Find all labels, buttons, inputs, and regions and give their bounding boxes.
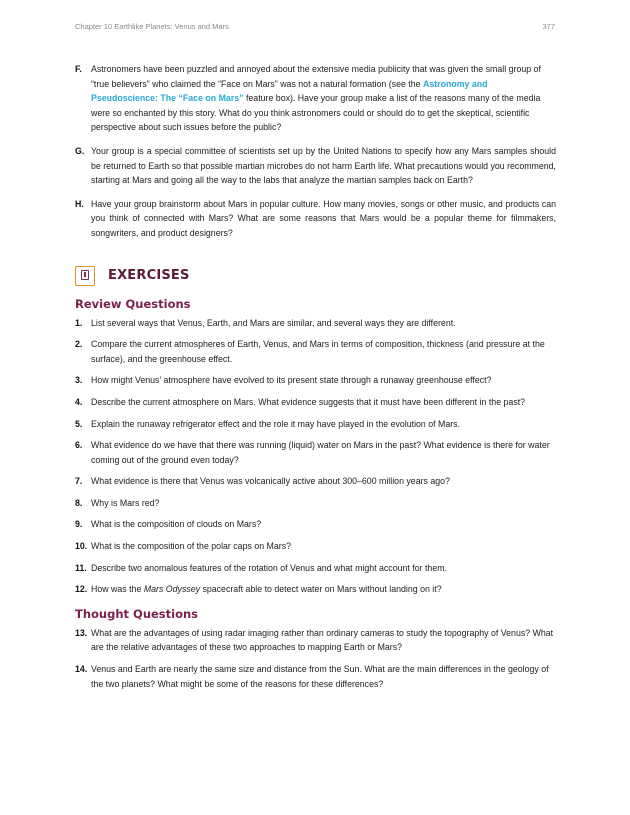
chapter-title: Chapter 10 Earthlike Planets: Venus and Mars <box>75 22 229 31</box>
question-item <box>75 561 556 576</box>
question-number: 13. <box>75 627 88 638</box>
question-number: 6. <box>75 440 83 451</box>
activity-text <box>91 62 556 135</box>
question-text: Describe the current atmosphere on Mars. What evidence suggests that it must have been different in the past? <box>91 396 526 407</box>
activity-item <box>75 144 556 188</box>
question-item <box>75 417 556 432</box>
question-number: 14. <box>75 664 88 675</box>
question-text: Compare the current atmospheres of Earth, Venus, and Mars in terms of composition, thickness (and pressure at the surface), and the greenhouse effect. <box>91 339 545 364</box>
activity-item <box>75 62 556 135</box>
activity-item <box>75 197 556 241</box>
activity-text-part: feature box). Have your group make a list of the reasons many of the media were so enchanted by this story. What do you think astronomers could or should do to get the skeptical, scientific perspective about such issues before the public? <box>91 93 541 133</box>
feature-box-link[interactable]: Astronomy and Pseudoscience: The “Face on Mars” <box>91 78 488 104</box>
question-text: What is the composition of clouds on Mars? <box>91 519 262 530</box>
question-number: 2. <box>75 339 83 350</box>
question-item <box>75 373 556 388</box>
question-item <box>75 662 556 691</box>
question-number: 9. <box>75 519 83 530</box>
question-text: What evidence do we have that there was running (liquid) water on Mars in the past? What evidence is there for water coming out of the ground even today? <box>91 440 550 465</box>
review-questions-heading: Review Questions <box>75 296 191 311</box>
exercises-header <box>75 266 556 286</box>
question-number: 1. <box>75 317 83 328</box>
question-item <box>75 539 556 554</box>
thought-questions-list <box>75 626 556 691</box>
page-header <box>75 22 555 34</box>
question-item <box>75 582 556 597</box>
question-item <box>75 626 556 655</box>
question-number: 7. <box>75 476 83 487</box>
exercise-icon <box>75 266 95 286</box>
page-number: 377 <box>542 22 555 31</box>
question-text-part: How was the <box>91 584 144 595</box>
question-item <box>75 438 556 467</box>
question-text: Why is Mars red? <box>91 497 160 508</box>
activity-text: Have your group brainstorm about Mars in popular culture. How many movies, songs or other music, and products can you think of connected with Mars? What are some reasons that Mars would be a popular theme for filmmakers, songwriters, and product designers? <box>91 198 556 238</box>
thought-questions-heading: Thought Questions <box>75 606 199 621</box>
activity-text-part: Astronomers have been puzzled and annoyed about the extensive media publicity that was given the small group of “true believers” who claimed the “Face on Mars” was not a natural formation (see the <box>91 64 541 89</box>
question-text: How might Venus’ atmosphere have evolved to its present state through a runaway greenhouse effect? <box>91 375 492 386</box>
exercise-icon-line <box>84 272 86 277</box>
question-item <box>75 316 556 331</box>
question-text: Venus and Earth are nearly the same size and distance from the Sun. What are the main differences in the geology of the two planets? What might be some of the reasons for these differences? <box>91 664 549 689</box>
question-item <box>75 474 556 489</box>
question-number: 5. <box>75 418 83 429</box>
question-number: 10. <box>75 541 88 552</box>
page-content <box>75 62 556 691</box>
activity-label: G. <box>75 145 85 156</box>
question-text: What are the advantages of using radar imaging rather than ordinary cameras to study the topography of Venus? What are the relative advantages of these two approaches to mapping Earth or Mars? <box>91 627 554 653</box>
question-text: What is the composition of the polar caps on Mars? <box>91 541 291 552</box>
exercises-title: EXERCISES <box>108 268 190 284</box>
question-number: 3. <box>75 375 83 386</box>
activity-label: H. <box>75 198 84 209</box>
question-text: What evidence is there that Venus was volcanically active about 300–600 million years ago? <box>91 476 450 487</box>
question-number: 8. <box>75 497 83 508</box>
spacecraft-name: Mars Odyssey <box>143 584 201 595</box>
question-text: Explain the runaway refrigerator effect and the role it may have played in the evolution of Mars. <box>91 418 461 429</box>
review-questions-list <box>75 316 556 597</box>
activity-label: F. <box>75 64 82 74</box>
question-text: Describe two anomalous features of the rotation of Venus and what might account for them. <box>91 562 447 573</box>
question-number: 12. <box>75 584 88 595</box>
question-number: 11. <box>75 562 87 573</box>
question-item <box>75 517 556 532</box>
question-item <box>75 395 556 410</box>
question-number: 4. <box>75 396 83 407</box>
question-text: List several ways that Venus, Earth, and Mars are similar, and several ways they are different. <box>91 317 456 328</box>
question-item <box>75 337 556 366</box>
question-text-part: spacecraft able to detect water on Mars without landing on it? <box>200 584 442 595</box>
question-text <box>91 582 556 597</box>
activity-text: Your group is a special committee of scientists set up by the United Nations to specify how any Mars samples should be returned to Earth so that possible martian microbes do not harm Earth life. What precautions would you recommend, starting at Mars and going all the way to the labs that analyze the martian samples back on Earth? <box>91 145 557 186</box>
question-item <box>75 496 556 511</box>
